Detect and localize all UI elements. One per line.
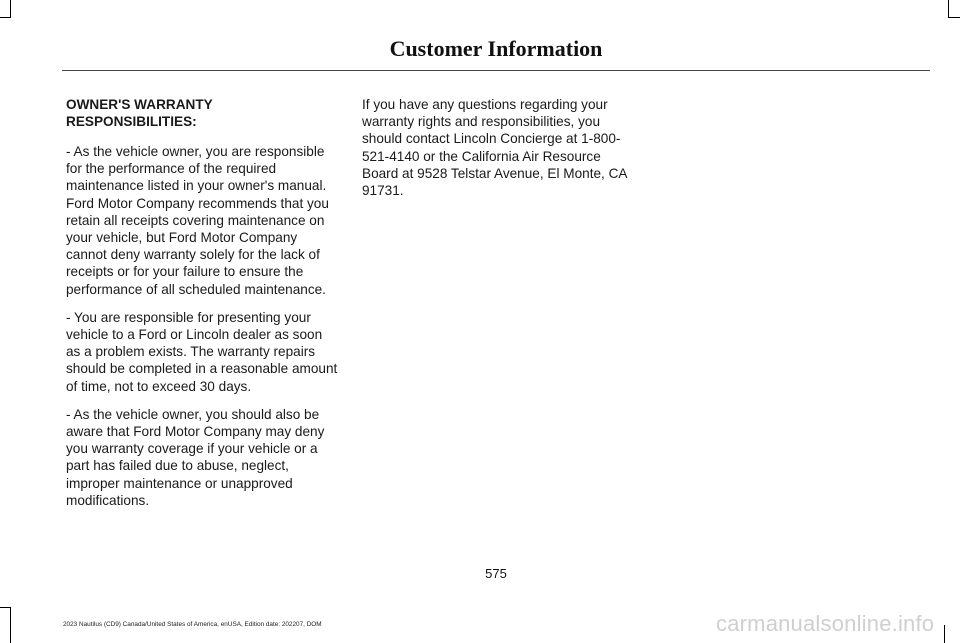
- crop-mark-top-right-horizontal: [948, 17, 960, 18]
- site-watermark: carmanualsonline.info: [716, 611, 935, 636]
- page-number: 575: [485, 566, 507, 581]
- crop-mark-top-left-horizontal: [0, 17, 11, 18]
- left-column: [66, 96, 338, 520]
- crop-mark-bottom-left-vertical: [10, 607, 11, 643]
- paragraph-owner-maintenance: - As the vehicle owner, you are responsible for the performance of the required maintenance listed in your owner's manual. Ford Motor Company recommends that you retain all receipts covering maintenance on your vehicle, but Ford Motor Company cannot deny warranty solely for the lack of receipts or for your failure to ensure the performance of all scheduled maintenance.: [66, 144, 329, 297]
- paragraph-contact-info: If you have any questions regarding your warranty rights and responsibilities, you should contact Lincoln Concierge at 1-800-521-4140 or the California Air Resource Board at 9528 Telstar Avenue, El Monte, CA 91731.: [362, 97, 627, 199]
- paragraph-dealer-presentation: - You are responsible for presenting your vehicle to a Ford or Lincoln dealer as soon as a problem exists. The warranty repairs should be completed in a reasonable amount of time, not to exceed 30 days.: [66, 309, 338, 394]
- crop-mark-top-right-vertical: [948, 0, 949, 18]
- crop-mark-bottom-right-vertical: [944, 625, 945, 643]
- section-heading: OWNER'S WARRANTY RESPONSIBILITIES:: [66, 97, 213, 129]
- page-title: Customer Information: [389, 36, 603, 61]
- header-rule: [62, 70, 930, 71]
- right-column: [362, 96, 636, 210]
- crop-mark-top-left-vertical: [10, 0, 11, 18]
- edition-footer: 2023 Nautilus (CD9) Canada/United States of America, enUSA, Edition date: 202207, DOM: [63, 621, 322, 628]
- paragraph-coverage-denial: - As the vehicle owner, you should also be aware that Ford Motor Company may deny you warranty coverage if your vehicle or a part has failed due to abuse, neglect, improper maintenance or unapproved modifications.: [66, 406, 325, 508]
- crop-mark-bottom-left-horizontal: [0, 607, 11, 608]
